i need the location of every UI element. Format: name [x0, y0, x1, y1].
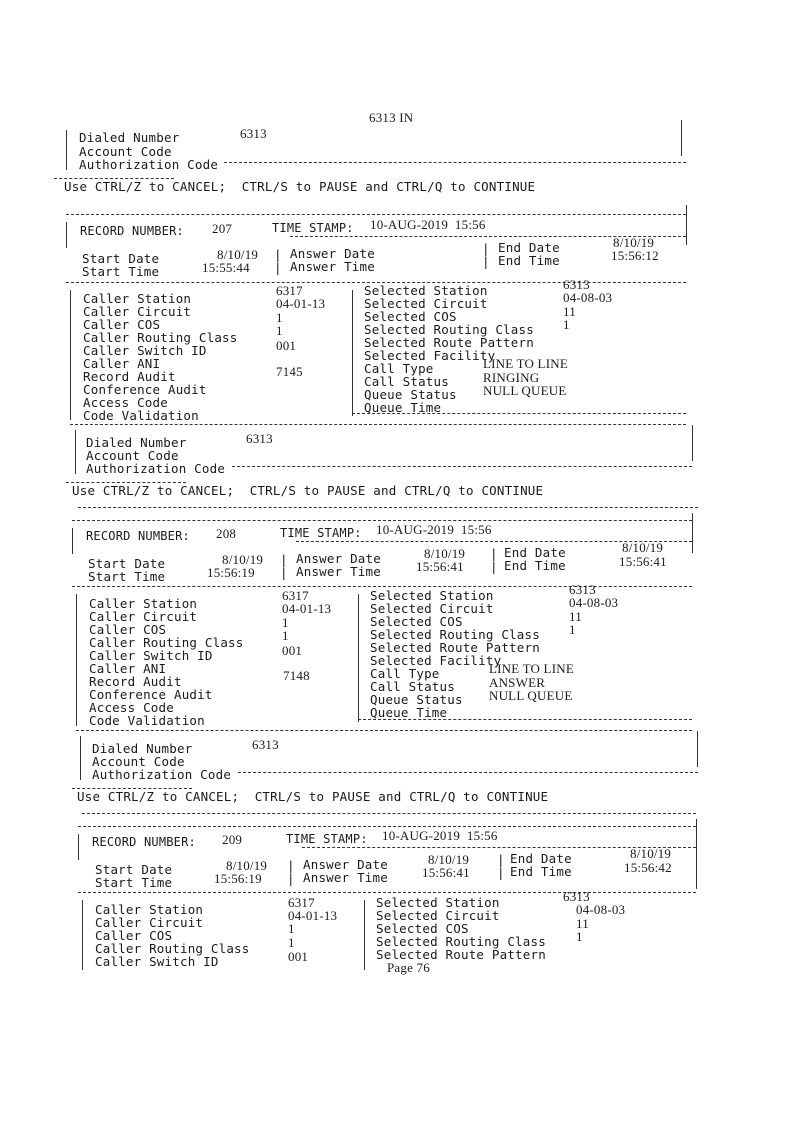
selected-circuit-value: 04-08-03: [569, 595, 619, 610]
access-code-label: Access Code: [89, 700, 174, 715]
selected-station-label: Selected Station: [364, 283, 488, 298]
answer-date-value: 8/10/19: [428, 852, 470, 867]
page-title: 6313 IN: [369, 110, 414, 125]
end-time-label: End Time: [498, 253, 560, 268]
selected-route-pattern-label: Selected Route Pattern: [376, 947, 546, 962]
selected-facility-label: Selected Facility: [370, 653, 502, 668]
dialed-number-value: 6313: [240, 126, 267, 141]
divider: [78, 892, 696, 893]
caller-switch-id-value: 001: [288, 949, 309, 964]
account-code-label: Account Code: [86, 448, 179, 463]
end-date-value: 8/10/19: [622, 540, 664, 555]
caller-circuit-label: Caller Circuit: [83, 304, 192, 319]
dialed-number-label: Dialed Number: [79, 130, 180, 145]
record-audit-value: 7145: [276, 364, 303, 379]
selected-station-label: Selected Station: [370, 588, 494, 603]
separator: |: [490, 559, 498, 574]
start-date-label: Start Date: [95, 862, 173, 877]
caller-routing-class-value: 1: [288, 935, 295, 950]
frame-edge: [70, 290, 71, 420]
frame-edge: [78, 834, 79, 860]
frame-edge: [80, 736, 81, 780]
end-date-value: 8/10/19: [630, 846, 672, 861]
frame-edge: [66, 130, 67, 170]
separator: |: [497, 865, 505, 880]
column-divider: [352, 290, 353, 416]
record-number-label: RECORD NUMBER:: [80, 224, 184, 238]
separator: |: [280, 565, 288, 580]
record-number-label: RECORD NUMBER:: [92, 835, 196, 849]
answer-date-label: Answer Date: [303, 857, 388, 872]
record-audit-label: Record Audit: [89, 674, 182, 689]
selected-circuit-label: Selected Circuit: [376, 908, 500, 923]
caller-routing-class-label: Caller Routing Class: [95, 941, 250, 956]
caller-station-label: Caller Station: [83, 291, 192, 306]
end-time-value: 15:56:42: [624, 860, 672, 875]
separator: |: [274, 260, 282, 275]
separator: |: [287, 858, 295, 873]
queue-status-label: Queue Status: [370, 692, 463, 707]
dialed-number-label: Dialed Number: [86, 435, 187, 450]
selected-cos-value: 11: [563, 304, 576, 319]
caller-circuit-value: 04-01-13: [282, 601, 332, 616]
caller-cos-value: 1: [276, 310, 283, 325]
start-time-value: 15:56:19: [214, 871, 262, 886]
time-stamp-value: 10-AUG-2019 15:56: [376, 522, 492, 537]
divider: [72, 520, 692, 521]
start-date-label: Start Date: [82, 251, 160, 266]
divider: [232, 466, 692, 467]
record-number-value: 208: [216, 526, 237, 541]
selected-station-value: 6313: [563, 277, 590, 292]
conference-audit-label: Conference Audit: [89, 687, 213, 702]
call-status-value: RINGING: [483, 370, 540, 385]
selected-route-pattern-label: Selected Route Pattern: [370, 640, 540, 655]
selected-cos-value: 11: [569, 609, 582, 624]
control-prompt: Use CTRL/Z to CANCEL; CTRL/S to PAUSE and CTRL/Q to CONTINUE: [72, 483, 544, 498]
call-type-label: Call Type: [370, 666, 440, 681]
answer-time-label: Answer Time: [290, 259, 375, 274]
control-prompt: Use CTRL/Z to CANCEL; CTRL/S to PAUSE and CTRL/Q to CONTINUE: [64, 179, 536, 194]
separator: |: [490, 546, 498, 561]
caller-cos-value: 1: [288, 921, 295, 936]
record-audit-label: Record Audit: [83, 369, 176, 384]
caller-station-label: Caller Station: [95, 902, 204, 917]
selected-routing-class-label: Selected Routing Class: [370, 627, 540, 642]
caller-routing-class-label: Caller Routing Class: [83, 330, 238, 345]
queue-status-value: NULL QUEUE: [483, 383, 567, 398]
selected-routing-class-value: 1: [563, 317, 570, 332]
separator: |: [482, 241, 490, 256]
divider: [224, 162, 686, 163]
dialed-number-value: 6313: [246, 431, 273, 446]
start-date-value: 8/10/19: [226, 858, 268, 873]
start-date-value: 8/10/19: [222, 552, 264, 567]
divider: [82, 813, 696, 814]
account-code-label: Account Code: [79, 144, 172, 159]
selected-routing-class-value: 1: [569, 622, 576, 637]
frame-edge: [692, 513, 693, 553]
separator: |: [482, 254, 490, 269]
caller-station-label: Caller Station: [89, 596, 198, 611]
caller-circuit-label: Caller Circuit: [95, 915, 204, 930]
separator: |: [280, 552, 288, 567]
separator: |: [287, 871, 295, 886]
selected-station-label: Selected Station: [376, 895, 500, 910]
divider: [76, 730, 692, 731]
end-date-label: End Date: [504, 545, 566, 560]
column-divider: [358, 594, 359, 722]
divider: [72, 586, 692, 587]
conference-audit-label: Conference Audit: [83, 382, 207, 397]
queue-time-label: Queue Time: [370, 705, 448, 720]
time-stamp-label: TIME STAMP:: [280, 526, 362, 540]
selected-circuit-label: Selected Circuit: [370, 601, 494, 616]
answer-time-value: 15:56:41: [422, 865, 470, 880]
answer-time-label: Answer Time: [296, 564, 381, 579]
selected-facility-label: Selected Facility: [364, 348, 496, 363]
caller-switch-id-label: Caller Switch ID: [89, 648, 213, 663]
frame-edge: [697, 731, 698, 767]
caller-routing-class-value: 1: [282, 628, 289, 643]
frame-edge: [686, 205, 687, 245]
account-code-label: Account Code: [92, 754, 185, 769]
time-stamp-value: 10-AUG-2019 15:56: [382, 828, 498, 843]
dialed-number-label: Dialed Number: [92, 741, 193, 756]
code-validation-label: Code Validation: [83, 408, 199, 423]
frame-edge: [681, 120, 682, 156]
queue-status-value: NULL QUEUE: [489, 688, 573, 703]
end-time-label: End Time: [510, 864, 572, 879]
end-date-value: 8/10/19: [613, 235, 655, 250]
caller-cos-label: Caller COS: [95, 928, 173, 943]
caller-switch-id-label: Caller Switch ID: [95, 954, 219, 969]
end-date-label: End Date: [498, 240, 560, 255]
caller-routing-class-label: Caller Routing Class: [89, 635, 244, 650]
answer-date-value: 8/10/19: [424, 546, 466, 561]
caller-cos-value: 1: [282, 615, 289, 630]
caller-switch-id-value: 001: [282, 643, 303, 658]
dialed-number-value: 6313: [252, 737, 279, 752]
column-divider: [364, 900, 365, 970]
authorization-code-label: Authorization Code: [79, 157, 219, 172]
caller-ani-label: Caller ANI: [83, 356, 161, 371]
caller-switch-id-label: Caller Switch ID: [83, 343, 207, 358]
selected-routing-class-label: Selected Routing Class: [376, 934, 546, 949]
caller-circuit-label: Caller Circuit: [89, 609, 198, 624]
end-date-label: End Date: [510, 851, 572, 866]
selected-routing-class-value: 1: [576, 929, 583, 944]
caller-circuit-value: 04-01-13: [288, 908, 338, 923]
selected-routing-class-label: Selected Routing Class: [364, 322, 534, 337]
answer-time-value: 15:56:41: [416, 559, 464, 574]
selected-station-value: 6313: [563, 889, 590, 904]
divider: [70, 424, 686, 425]
caller-cos-label: Caller COS: [83, 317, 161, 332]
caller-cos-label: Caller COS: [89, 622, 167, 637]
divider: [358, 719, 692, 720]
start-time-label: Start Time: [88, 569, 166, 584]
start-date-label: Start Date: [88, 556, 166, 571]
divider: [78, 507, 698, 508]
selected-cos-label: Selected COS: [370, 614, 463, 629]
divider: [352, 413, 686, 414]
caller-circuit-value: 04-01-13: [276, 296, 326, 311]
answer-date-label: Answer Date: [296, 551, 381, 566]
queue-time-label: Queue Time: [364, 400, 442, 415]
caller-switch-id-value: 001: [276, 338, 297, 353]
call-status-label: Call Status: [364, 374, 449, 389]
caller-routing-class-value: 1: [276, 323, 283, 338]
caller-ani-label: Caller ANI: [89, 661, 167, 676]
selected-cos-value: 11: [576, 916, 589, 931]
selected-route-pattern-label: Selected Route Pattern: [364, 335, 534, 350]
call-status-value: ANSWER: [489, 675, 546, 690]
start-time-value: 15:55:44: [202, 260, 250, 275]
control-prompt: Use CTRL/Z to CANCEL; CTRL/S to PAUSE and CTRL/Q to CONTINUE: [77, 789, 549, 804]
access-code-label: Access Code: [83, 395, 168, 410]
start-time-value: 15:56:19: [207, 565, 255, 580]
frame-edge: [692, 425, 693, 461]
frame-edge: [76, 594, 77, 726]
caller-station-value: 6317: [276, 283, 303, 298]
record-audit-value: 7148: [283, 668, 310, 683]
separator: |: [497, 852, 505, 867]
selected-cos-label: Selected COS: [364, 309, 457, 324]
selected-station-value: 6313: [569, 582, 596, 597]
selected-circuit-value: 04-08-03: [563, 290, 613, 305]
record-number-label: RECORD NUMBER:: [86, 529, 190, 543]
selected-circuit-value: 04-08-03: [576, 902, 626, 917]
separator: |: [274, 247, 282, 262]
selected-cos-label: Selected COS: [376, 921, 469, 936]
record-number-value: 209: [222, 832, 243, 847]
page-number: Page 76: [387, 960, 430, 975]
answer-date-label: Answer Date: [290, 246, 375, 261]
time-stamp-label: TIME STAMP:: [272, 221, 354, 235]
time-stamp-label: TIME STAMP:: [286, 832, 368, 846]
end-time-value: 15:56:12: [611, 248, 659, 263]
frame-edge: [66, 222, 67, 248]
queue-status-label: Queue Status: [364, 387, 457, 402]
answer-time-label: Answer Time: [303, 870, 388, 885]
record-number-value: 207: [212, 221, 233, 236]
start-time-label: Start Time: [82, 264, 160, 279]
start-date-value: 8/10/19: [217, 247, 259, 262]
call-type-value: LINE TO LINE: [483, 356, 568, 371]
caller-station-value: 6317: [282, 588, 309, 603]
code-validation-label: Code Validation: [89, 713, 205, 728]
authorization-code-label: Authorization Code: [92, 767, 232, 782]
call-type-value: LINE TO LINE: [489, 661, 574, 676]
frame-edge: [72, 528, 73, 554]
time-stamp-value: 10-AUG-2019 15:56: [370, 217, 486, 232]
call-type-label: Call Type: [364, 361, 434, 376]
divider: [78, 826, 696, 827]
divider: [66, 214, 686, 215]
end-time-value: 15:56:41: [619, 554, 667, 569]
call-status-label: Call Status: [370, 679, 455, 694]
caller-station-value: 6317: [288, 895, 315, 910]
frame-edge: [82, 900, 83, 970]
end-time-label: End Time: [504, 558, 566, 573]
frame-edge: [75, 430, 76, 474]
authorization-code-label: Authorization Code: [86, 461, 226, 476]
divider: [238, 772, 698, 773]
frame-edge: [696, 819, 697, 889]
start-time-label: Start Time: [95, 875, 173, 890]
selected-circuit-label: Selected Circuit: [364, 296, 488, 311]
